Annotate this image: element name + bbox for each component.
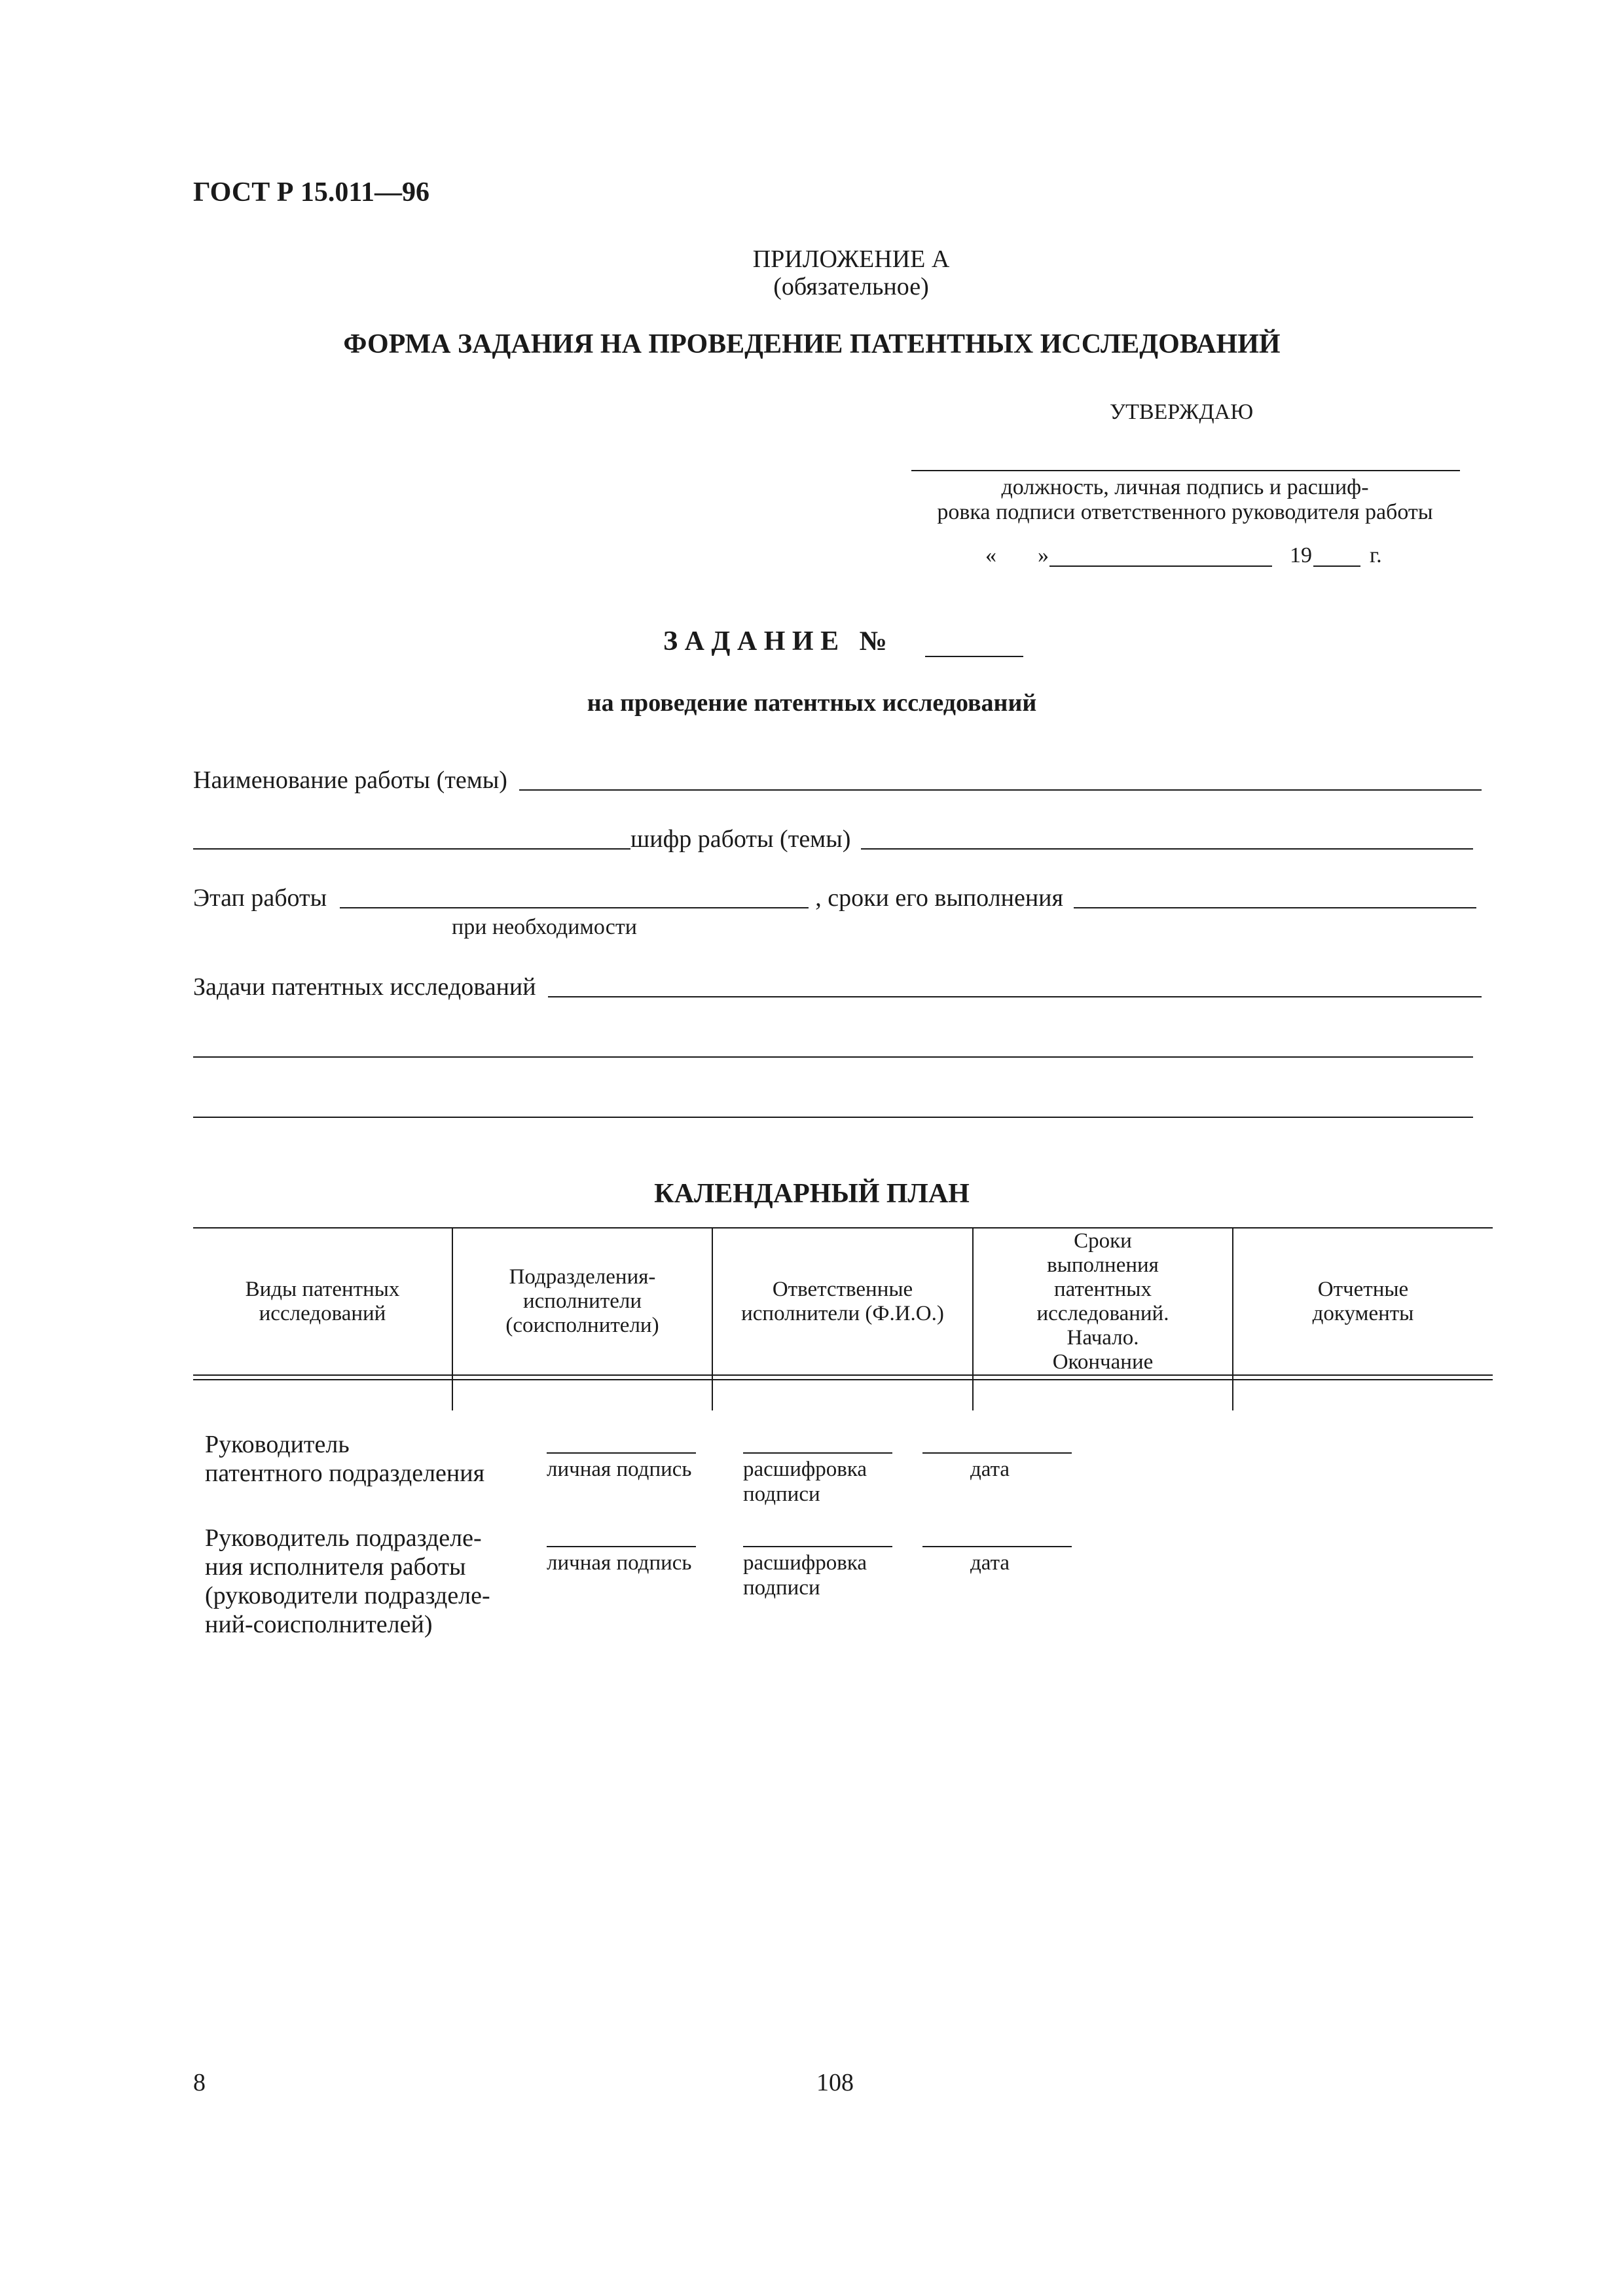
- column-header-text: исследований: [259, 1301, 386, 1325]
- personal-signature-line[interactable]: [547, 1546, 696, 1547]
- column-header-text: Отчетные: [1317, 1277, 1409, 1301]
- tasks-field-2[interactable]: [193, 1056, 1473, 1058]
- date-year-suffix: г.: [1370, 543, 1382, 567]
- work-name-row: [193, 766, 1482, 795]
- date-open-quote: «: [985, 543, 996, 567]
- signature-role-line: ний-соисполнителей): [205, 1611, 433, 1638]
- date-signature-line[interactable]: [922, 1546, 1072, 1547]
- decoding-caption-line2: подписи: [743, 1482, 820, 1506]
- appendix-status: (обязательное): [773, 273, 929, 300]
- decoding-caption-line2: подписи: [743, 1576, 820, 1600]
- approval-label: УТВЕРЖДАЮ: [1110, 400, 1254, 424]
- decoding-caption-line1: расшифровка: [743, 1458, 867, 1481]
- stage-note: при необходимости: [452, 915, 637, 939]
- calendar-plan-title: КАЛЕНДАРНЫЙ ПЛАН: [654, 1179, 970, 1209]
- approval-caption-line1: должность, личная подпись и расшиф-: [1001, 475, 1369, 499]
- deadline-label: , сроки его выполнения: [815, 884, 1063, 912]
- signature-role-line: ния исполнителя работы: [205, 1553, 466, 1581]
- date-year-line: [1313, 565, 1360, 567]
- column-header-text: Начало.: [1067, 1325, 1139, 1350]
- deadline-field[interactable]: [1074, 907, 1476, 908]
- table-header-rule-1: [193, 1374, 1493, 1376]
- cipher-left-field[interactable]: [193, 848, 630, 850]
- page-number-left: 8: [193, 2069, 206, 2096]
- cipher-row: [193, 825, 1473, 853]
- column-header-text: патентных: [1054, 1277, 1152, 1301]
- date-caption: дата: [970, 1551, 1010, 1575]
- signature-role: [205, 1430, 484, 1488]
- page-number-center: 108: [816, 2069, 854, 2096]
- signature-role-line: Руководитель подразделе-: [205, 1524, 482, 1552]
- table-header-rule-2: [193, 1379, 1493, 1380]
- stage-label: Этап работы: [193, 884, 327, 912]
- column-header-text: документы: [1312, 1301, 1414, 1325]
- approval-signature-line: [911, 470, 1460, 471]
- column-header-text: Сроки: [1074, 1229, 1132, 1253]
- stage-field[interactable]: [340, 907, 809, 908]
- tasks-field-1[interactable]: [548, 996, 1482, 997]
- date-day-month-line: [1049, 565, 1272, 567]
- personal-signature-caption: личная подпись: [547, 1458, 692, 1481]
- column-header-text: (соисполнители): [505, 1314, 659, 1337]
- date-close-quote: »: [1038, 543, 1049, 567]
- work-name-field[interactable]: [519, 789, 1482, 791]
- task-number-line: [925, 656, 1023, 657]
- tasks-field-3[interactable]: [193, 1117, 1473, 1118]
- task-subtitle: на проведение патентных исследований: [587, 689, 1037, 717]
- standard-code: ГОСТ Р 15.011—96: [193, 177, 430, 207]
- column-header-text: исполнители: [522, 1289, 642, 1313]
- column-header-text: Виды патентных: [245, 1277, 400, 1301]
- tasks-label: Задачи патентных исследований: [193, 973, 536, 1001]
- stage-row: [193, 884, 1476, 912]
- column-header-types: [193, 1229, 452, 1374]
- column-header-text: Окончание: [1052, 1350, 1154, 1374]
- appendix-title: ПРИЛОЖЕНИЕ А: [752, 245, 950, 273]
- column-header-text: исполнители (Ф.И.О.): [741, 1301, 944, 1325]
- signature-role: [205, 1524, 490, 1639]
- work-name-label: Наименование работы (темы): [193, 766, 507, 794]
- column-header-text: исследований.: [1036, 1301, 1169, 1325]
- column-header-divisions: [453, 1229, 712, 1374]
- decoding-caption-line1: расшифровка: [743, 1551, 867, 1575]
- form-title: ФОРМА ЗАДАНИЯ НА ПРОВЕДЕНИЕ ПАТЕНТНЫХ ИССЛЕДОВАНИЙ: [343, 329, 1281, 359]
- column-header-text: Подразделения-: [509, 1265, 656, 1289]
- column-header-deadlines: [974, 1229, 1232, 1374]
- task-title: З А Д А Н И Е №: [663, 626, 887, 656]
- decoding-signature-line[interactable]: [743, 1452, 892, 1454]
- signature-role-line: патентного подразделения: [205, 1460, 485, 1487]
- column-header-text: Ответственные: [772, 1277, 913, 1301]
- column-header-responsible: [713, 1229, 972, 1374]
- cipher-field[interactable]: [861, 848, 1473, 850]
- personal-signature-line[interactable]: [547, 1452, 696, 1454]
- date-year-prefix: 19: [1290, 543, 1312, 567]
- personal-signature-caption: личная подпись: [547, 1551, 692, 1575]
- column-header-reports: [1233, 1229, 1493, 1374]
- decoding-signature-line[interactable]: [743, 1546, 892, 1547]
- cipher-label: шифр работы (темы): [630, 825, 851, 853]
- signature-role-line: (руководители подразделе-: [205, 1582, 490, 1609]
- date-caption: дата: [970, 1458, 1010, 1481]
- tasks-row: [193, 973, 1482, 1001]
- date-signature-line[interactable]: [922, 1452, 1072, 1454]
- column-header-text: выполнения: [1047, 1253, 1159, 1277]
- approval-caption-line2: ровка подписи ответственного руководителя работы: [937, 500, 1433, 524]
- signature-role-line: Руководитель: [205, 1431, 350, 1458]
